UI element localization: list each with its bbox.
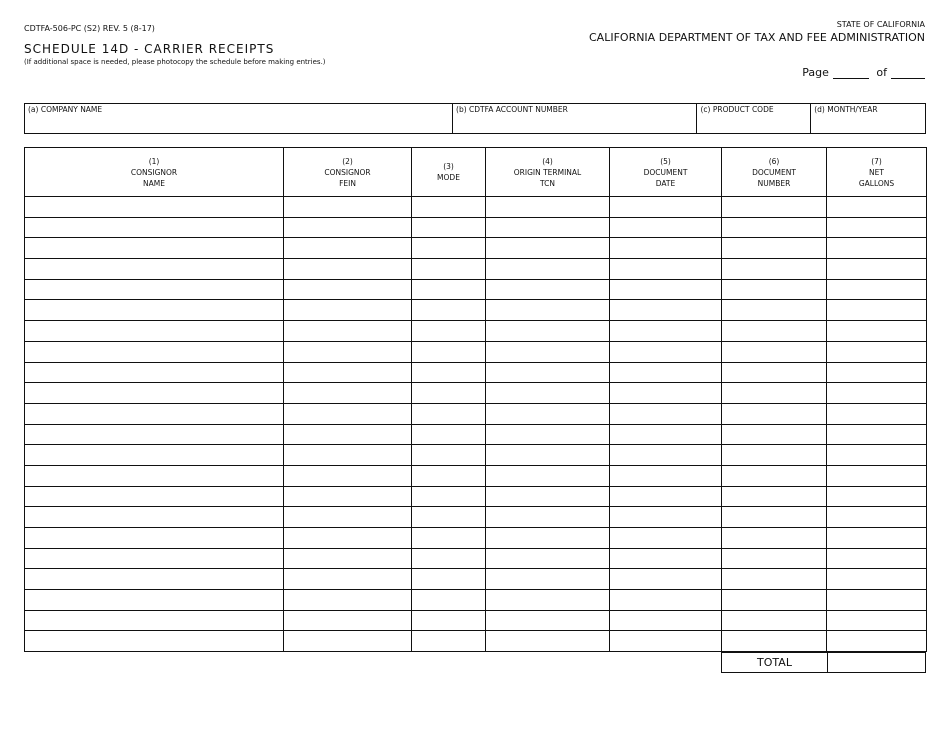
table-cell[interactable]: [25, 383, 284, 404]
table-cell[interactable]: [284, 341, 412, 362]
table-cell[interactable]: [486, 362, 610, 383]
table-cell[interactable]: [284, 238, 412, 259]
column-header-text: NET: [869, 167, 884, 177]
table-cell[interactable]: [610, 383, 722, 404]
table-cell[interactable]: [827, 197, 927, 218]
company-info-box: [24, 103, 926, 134]
table-row: [25, 362, 927, 383]
table-cell[interactable]: [827, 341, 927, 362]
company-name-field[interactable]: [25, 104, 453, 133]
table-cell[interactable]: [827, 279, 927, 300]
state-label: STATE OF CALIFORNIA: [836, 20, 925, 29]
table-cell[interactable]: [486, 300, 610, 321]
table-cell[interactable]: [610, 548, 722, 569]
table-cell[interactable]: [722, 197, 827, 218]
table-cell[interactable]: [722, 383, 827, 404]
table-cell[interactable]: [284, 321, 412, 342]
column-header-text: DATE: [655, 178, 676, 188]
table-cell[interactable]: [486, 610, 610, 631]
product-code-label: (c) PRODUCT CODE: [700, 105, 774, 114]
table-row: [25, 238, 927, 259]
table-cell[interactable]: [412, 631, 486, 652]
table-cell[interactable]: [610, 217, 722, 238]
table-cell[interactable]: [284, 590, 412, 611]
table-cell[interactable]: [412, 321, 486, 342]
table-row: [25, 610, 927, 631]
table-cell[interactable]: [486, 424, 610, 445]
table-cell[interactable]: [284, 403, 412, 424]
table-cell[interactable]: [25, 217, 284, 238]
table-row: [25, 300, 927, 321]
table-cell[interactable]: [610, 321, 722, 342]
table-row: [25, 341, 927, 362]
table-cell[interactable]: [412, 238, 486, 259]
table-cell[interactable]: [412, 279, 486, 300]
form-note: (If additional space is needed, please photocopy the schedule before making entries.): [24, 58, 326, 66]
column-header-text: FEIN: [339, 178, 356, 188]
table-cell[interactable]: [412, 528, 486, 549]
table-cell[interactable]: [486, 321, 610, 342]
table-cell[interactable]: [486, 631, 610, 652]
total-label: TOTAL: [722, 653, 828, 672]
table-row: [25, 259, 927, 280]
table-cell[interactable]: [284, 507, 412, 528]
table-cell[interactable]: [412, 362, 486, 383]
table-cell[interactable]: [610, 403, 722, 424]
table-cell[interactable]: [486, 445, 610, 466]
table-cell[interactable]: [486, 259, 610, 280]
table-cell[interactable]: [412, 217, 486, 238]
table-row: [25, 383, 927, 404]
table-cell[interactable]: [827, 300, 927, 321]
table-cell[interactable]: [722, 610, 827, 631]
table-cell[interactable]: [722, 569, 827, 590]
column-header-text: CONSIGNOR: [130, 167, 178, 177]
table-cell[interactable]: [284, 279, 412, 300]
table-cell[interactable]: [722, 424, 827, 445]
table-cell[interactable]: [827, 259, 927, 280]
table-cell[interactable]: [827, 362, 927, 383]
column-header-text: MODE: [437, 173, 460, 182]
table-cell[interactable]: [722, 321, 827, 342]
table-cell[interactable]: [827, 507, 927, 528]
table-cell[interactable]: [486, 279, 610, 300]
table-cell[interactable]: [412, 403, 486, 424]
table-cell[interactable]: [610, 528, 722, 549]
table-cell[interactable]: [284, 383, 412, 404]
table-cell[interactable]: [412, 424, 486, 445]
table-cell[interactable]: [412, 341, 486, 362]
table-cell[interactable]: [827, 528, 927, 549]
table-cell[interactable]: [610, 424, 722, 445]
table-cell[interactable]: [827, 445, 927, 466]
table-cell[interactable]: [610, 631, 722, 652]
table-cell[interactable]: [722, 548, 827, 569]
column-header-text: (6): [768, 156, 780, 166]
column-header-text: (5): [660, 156, 671, 166]
product-code-field[interactable]: [697, 104, 811, 133]
table-row: [25, 631, 927, 652]
page-number-field[interactable]: [833, 67, 869, 79]
column-header: [412, 148, 486, 197]
table-cell[interactable]: [284, 631, 412, 652]
table-cell[interactable]: [412, 569, 486, 590]
column-header-text: (7): [871, 156, 882, 166]
column-header: [25, 148, 284, 197]
table-cell[interactable]: [827, 383, 927, 404]
table-cell[interactable]: [284, 486, 412, 507]
total-row: [721, 652, 926, 673]
table-cell[interactable]: [25, 197, 284, 218]
table-cell[interactable]: [722, 403, 827, 424]
table-row: [25, 569, 927, 590]
page-label: Page: [802, 66, 829, 79]
table-cell[interactable]: [412, 259, 486, 280]
table-cell[interactable]: [284, 445, 412, 466]
column-header: [486, 148, 610, 197]
table-cell[interactable]: [827, 569, 927, 590]
table-cell[interactable]: [25, 486, 284, 507]
table-cell[interactable]: [610, 300, 722, 321]
table-cell[interactable]: [486, 507, 610, 528]
table-cell[interactable]: [722, 341, 827, 362]
table-cell[interactable]: [412, 590, 486, 611]
table-cell[interactable]: [412, 383, 486, 404]
table-row: [25, 486, 927, 507]
table-row: [25, 507, 927, 528]
table-cell[interactable]: [722, 445, 827, 466]
table-cell[interactable]: [827, 424, 927, 445]
table-cell[interactable]: [412, 197, 486, 218]
month-year-field[interactable]: [811, 104, 925, 133]
table-cell[interactable]: [610, 590, 722, 611]
table-cell[interactable]: [610, 197, 722, 218]
column-header: [722, 148, 827, 197]
table-row: [25, 548, 927, 569]
table-cell[interactable]: [412, 507, 486, 528]
table-cell[interactable]: [25, 238, 284, 259]
table-cell[interactable]: [284, 528, 412, 549]
table-cell[interactable]: [284, 217, 412, 238]
table-row: [25, 321, 927, 342]
table-cell[interactable]: [25, 548, 284, 569]
table-cell[interactable]: [722, 362, 827, 383]
table-cell[interactable]: [722, 279, 827, 300]
month-year-label: (d) MONTH/YEAR: [814, 105, 878, 114]
table-cell[interactable]: [722, 259, 827, 280]
page-counter: [802, 66, 925, 79]
receipts-table: [24, 147, 927, 652]
column-header-text: DOCUMENT: [752, 167, 796, 177]
table-cell[interactable]: [486, 197, 610, 218]
account-number-label: (b) CDTFA ACCOUNT NUMBER: [456, 105, 568, 114]
table-cell[interactable]: [610, 259, 722, 280]
table-cell[interactable]: [25, 300, 284, 321]
table-cell[interactable]: [610, 445, 722, 466]
table-cell[interactable]: [486, 590, 610, 611]
table-cell[interactable]: [610, 238, 722, 259]
table-cell[interactable]: [412, 610, 486, 631]
table-row: [25, 590, 927, 611]
table-cell[interactable]: [827, 610, 927, 631]
table-cell[interactable]: [486, 403, 610, 424]
table-cell[interactable]: [284, 548, 412, 569]
table-cell[interactable]: [412, 548, 486, 569]
table-cell[interactable]: [486, 548, 610, 569]
column-header-text: ORIGIN TERMINAL: [513, 167, 582, 177]
table-cell[interactable]: [610, 362, 722, 383]
table-cell[interactable]: [486, 238, 610, 259]
column-header-text: (3): [443, 162, 454, 171]
table-row: [25, 279, 927, 300]
table-cell[interactable]: [610, 569, 722, 590]
table-cell[interactable]: [827, 486, 927, 507]
table-cell[interactable]: [284, 424, 412, 445]
table-row: [25, 217, 927, 238]
table-cell[interactable]: [25, 341, 284, 362]
table-cell[interactable]: [610, 507, 722, 528]
table-cell[interactable]: [827, 217, 927, 238]
table-row: [25, 465, 927, 486]
table-cell[interactable]: [25, 631, 284, 652]
table-cell[interactable]: [722, 217, 827, 238]
table-cell[interactable]: [486, 465, 610, 486]
table-cell[interactable]: [722, 590, 827, 611]
of-label: of: [876, 66, 887, 79]
form-title: SCHEDULE 14D - CARRIER RECEIPTS: [24, 42, 275, 56]
column-header: [284, 148, 412, 197]
table-cell[interactable]: [486, 486, 610, 507]
table-cell[interactable]: [25, 259, 284, 280]
form-number: CDTFA-506-PC (S2) REV. 5 (8-17): [24, 24, 155, 33]
column-header-text: (4): [542, 156, 553, 166]
table-cell[interactable]: [284, 259, 412, 280]
table-cell[interactable]: [25, 507, 284, 528]
column-header-text: CONSIGNOR: [324, 167, 371, 177]
table-cell[interactable]: [486, 383, 610, 404]
agency-name: CALIFORNIA DEPARTMENT OF TAX AND FEE ADMINISTRATION: [589, 31, 925, 44]
page-total-field[interactable]: [891, 67, 925, 79]
table-cell[interactable]: [827, 631, 927, 652]
column-header-text: DOCUMENT: [643, 167, 688, 177]
table-cell[interactable]: [25, 321, 284, 342]
table-cell[interactable]: [827, 465, 927, 486]
table-cell[interactable]: [827, 590, 927, 611]
table-cell[interactable]: [827, 321, 927, 342]
table-cell[interactable]: [284, 300, 412, 321]
table-cell[interactable]: [412, 300, 486, 321]
table-row: [25, 528, 927, 549]
table-cell[interactable]: [412, 445, 486, 466]
table-cell[interactable]: [284, 610, 412, 631]
account-number-field[interactable]: [453, 104, 697, 133]
column-header-text: NUMBER: [757, 178, 791, 188]
table-cell[interactable]: [827, 403, 927, 424]
column-header: [827, 148, 927, 197]
table-cell[interactable]: [25, 403, 284, 424]
table-cell[interactable]: [284, 197, 412, 218]
company-name-label: (a) COMPANY NAME: [28, 105, 103, 114]
table-cell[interactable]: [722, 238, 827, 259]
table-cell[interactable]: [610, 279, 722, 300]
table-cell[interactable]: [412, 465, 486, 486]
table-cell[interactable]: [722, 300, 827, 321]
table-cell[interactable]: [722, 465, 827, 486]
table-cell[interactable]: [827, 548, 927, 569]
table-cell[interactable]: [284, 362, 412, 383]
table-cell[interactable]: [722, 528, 827, 549]
table-cell[interactable]: [412, 486, 486, 507]
table-cell[interactable]: [25, 445, 284, 466]
table-cell[interactable]: [610, 610, 722, 631]
total-gallons-field[interactable]: [828, 653, 925, 672]
table-cell[interactable]: [486, 341, 610, 362]
table-row: [25, 445, 927, 466]
table-cell[interactable]: [284, 569, 412, 590]
column-header-text: GALLONS: [858, 178, 895, 188]
column-header-text: TCN: [540, 178, 555, 188]
table-row: [25, 403, 927, 424]
table-cell[interactable]: [827, 238, 927, 259]
table-cell[interactable]: [284, 465, 412, 486]
table-cell[interactable]: [486, 569, 610, 590]
table-cell[interactable]: [722, 507, 827, 528]
column-header-text: (1): [148, 156, 160, 166]
table-cell[interactable]: [722, 631, 827, 652]
table-cell[interactable]: [25, 279, 284, 300]
table-row: [25, 424, 927, 445]
table-cell[interactable]: [722, 486, 827, 507]
table-row: [25, 197, 927, 218]
table-cell[interactable]: [610, 465, 722, 486]
column-header-text: (2): [342, 156, 353, 166]
table-cell[interactable]: [610, 486, 722, 507]
table-cell[interactable]: [25, 465, 284, 486]
table-cell[interactable]: [25, 424, 284, 445]
table-cell[interactable]: [25, 569, 284, 590]
column-header-text: NAME: [143, 178, 165, 188]
table-cell[interactable]: [486, 217, 610, 238]
table-cell[interactable]: [610, 341, 722, 362]
table-cell[interactable]: [25, 362, 284, 383]
table-cell[interactable]: [25, 610, 284, 631]
table-cell[interactable]: [486, 528, 610, 549]
table-cell[interactable]: [25, 528, 284, 549]
table-cell[interactable]: [25, 590, 284, 611]
column-header: [610, 148, 722, 197]
